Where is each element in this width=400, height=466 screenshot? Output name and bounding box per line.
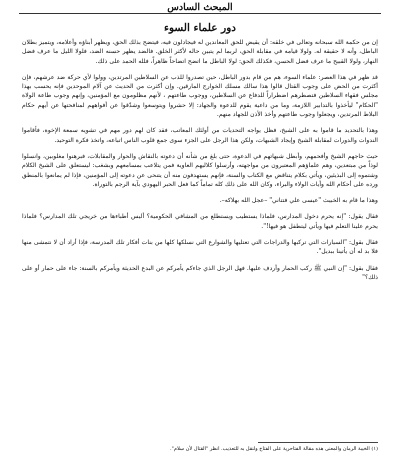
paragraph-2: قد ظهر في هذا العصر: علماء السوء، هم من قام بدور الباطل، حين تصدروا للذب عن السلاطين المرتدين، وولوا لأي حركة ضد عرشهم، فإن أكثرت من الحض على وجوب القتال قالوا هذا سالك مسلك الخوارج المارقين. وإن أكثرت من الحديث عن آلام الموحدين فإنه يحسب بهذا مجلس فقهاء السلاطين فتصطرهم اضطراراً للدفاع عن السلاطين، ووجوب طاعتهم ، لأنهم مظلومون مع المؤمنين، وإنهم وجوب طاعة الولاة "الحكام" ليأخذوا بالتدابير اللازمة، وما من داعية يقوم للدعوة والجهاد: إلا حشروا ويتوسعوا وشدّقوا عن أفواههم لمنافحتها عن أيهم حكام البلاط المرتدين، ويجعلوا وجوب طاعتهم وأخذ الأذن للجهاد منهم. [22, 73, 378, 119]
section-title: المبحث السادس [167, 2, 233, 13]
paragraph-6: فقال يقول: "إنه يحرم دخول المدارس، فلماذا يستطيب ويستطلع من المشافي الحكومية؟ أليس أطباءها من خريجي تلك المدارس؟ فلماذا يحرم علينا التعلم فيها ويأتي ليتطفل هو فيها!". [22, 213, 378, 230]
paragraph-1: إن من حكمة الله سبحانه وتعالى في خلقه: أن يقيض للحق المعاندين له فيجادلون فيه، فيتضح بذلك الحق، ويظهر أبناؤه وأعلامه، ويتميز بطلان الباطل، وأنه لا حقيقة له. ولولا قيامه في مقابلة الحق، لربما لم يتبين حاله لأكثر الخلق. فالضد يظهر حسنه الضد، فلولا الليل ما عرف فضل النهار، ولولا القبيح ما عرف فضل الحسن، فكذلك الحق: لولا الباطل ما اتضح اتضاحاً ظاهراً، فلله الحمد على ذلك. [22, 39, 378, 65]
header-divider [19, 13, 381, 14]
paragraph-8: فقال بقول: "إن النبي ﷺ ركب الحمار وأردف عليها. فهل الرجل الذي جاءكم يأمركم عن البدع الحديثة ويأمركم بالسنة: جاء على حمار أو على ذلك؟" [22, 264, 378, 281]
paragraph-3: وهذا بالتحديد ما قاموا به على الشيخ، فظل يواجه التحديات من أولئك المعاتب، فقد كان لهم دور مهم في تشويه سمعة الإخوة، فأقاموا الندوات والدورات لمقابلة الشيخ وإيجاد الشبهات، ولكن هذا الرجل على الجزء سوى جمع قلوب الناس اتباعه، واتخذ فكرة التوحيد. [22, 127, 378, 144]
page-subtitle: دور علماء السوء [164, 22, 236, 34]
paragraph-5: وهذا ما قام به الخبيث "عيسى علي فتتاني" –عجل الله بهلاكه–. [219, 197, 378, 205]
paragraph-7: فقال بقول: "السيارات التي تركبها والدراجات التي تعتليها والشوارع التي نسلكها كلها من بنات أفكار تلك المدرسة، فإذا أراد أن لا نتمشى منها فلا بد له أن يأتينا ببديل". [22, 239, 378, 256]
document-body [22, 38, 378, 287]
paragraph-4: حيث حاجهم الشيخ وأفحمهم، وأبطل شبهاتهم في الدعوة، حتى بلغ من شأنه أن دعوته بالنقاش والحوار والمقابلات، فبرهنوا مغلوبين، وانسلوا لوذاً من مبتعدين، وهم علماؤهم المعتبرون من مواجهته، وأرسلوا كلاليهم العاوية فمن يتلاعب بمسامعهم وبشغب: ليستعلق على الشيخ الكلام وشتموه إلى البذيئين، ويأتي بكلام يتناقض مع الكتاب والسنة، فإنهم يستهدفون منه أن يتنحى عن دعوته إلى المؤمنين، فإذا لم يمانعوا بالمنطق ورده على أحكام الله وأيات الولاء والبراء، وكان الله على ذلك كله تماماً كما فعل الحبر اليهودي بآية الرجم بالتوراة. [22, 152, 378, 188]
footnote: (١) الخيبة الرمان والمعنى هذه مقالة الفتاحرية على الفتاح ولنقل به للتعذيب. انظر "القتال لأن سلام". [169, 446, 378, 452]
footnote-divider [258, 442, 378, 443]
